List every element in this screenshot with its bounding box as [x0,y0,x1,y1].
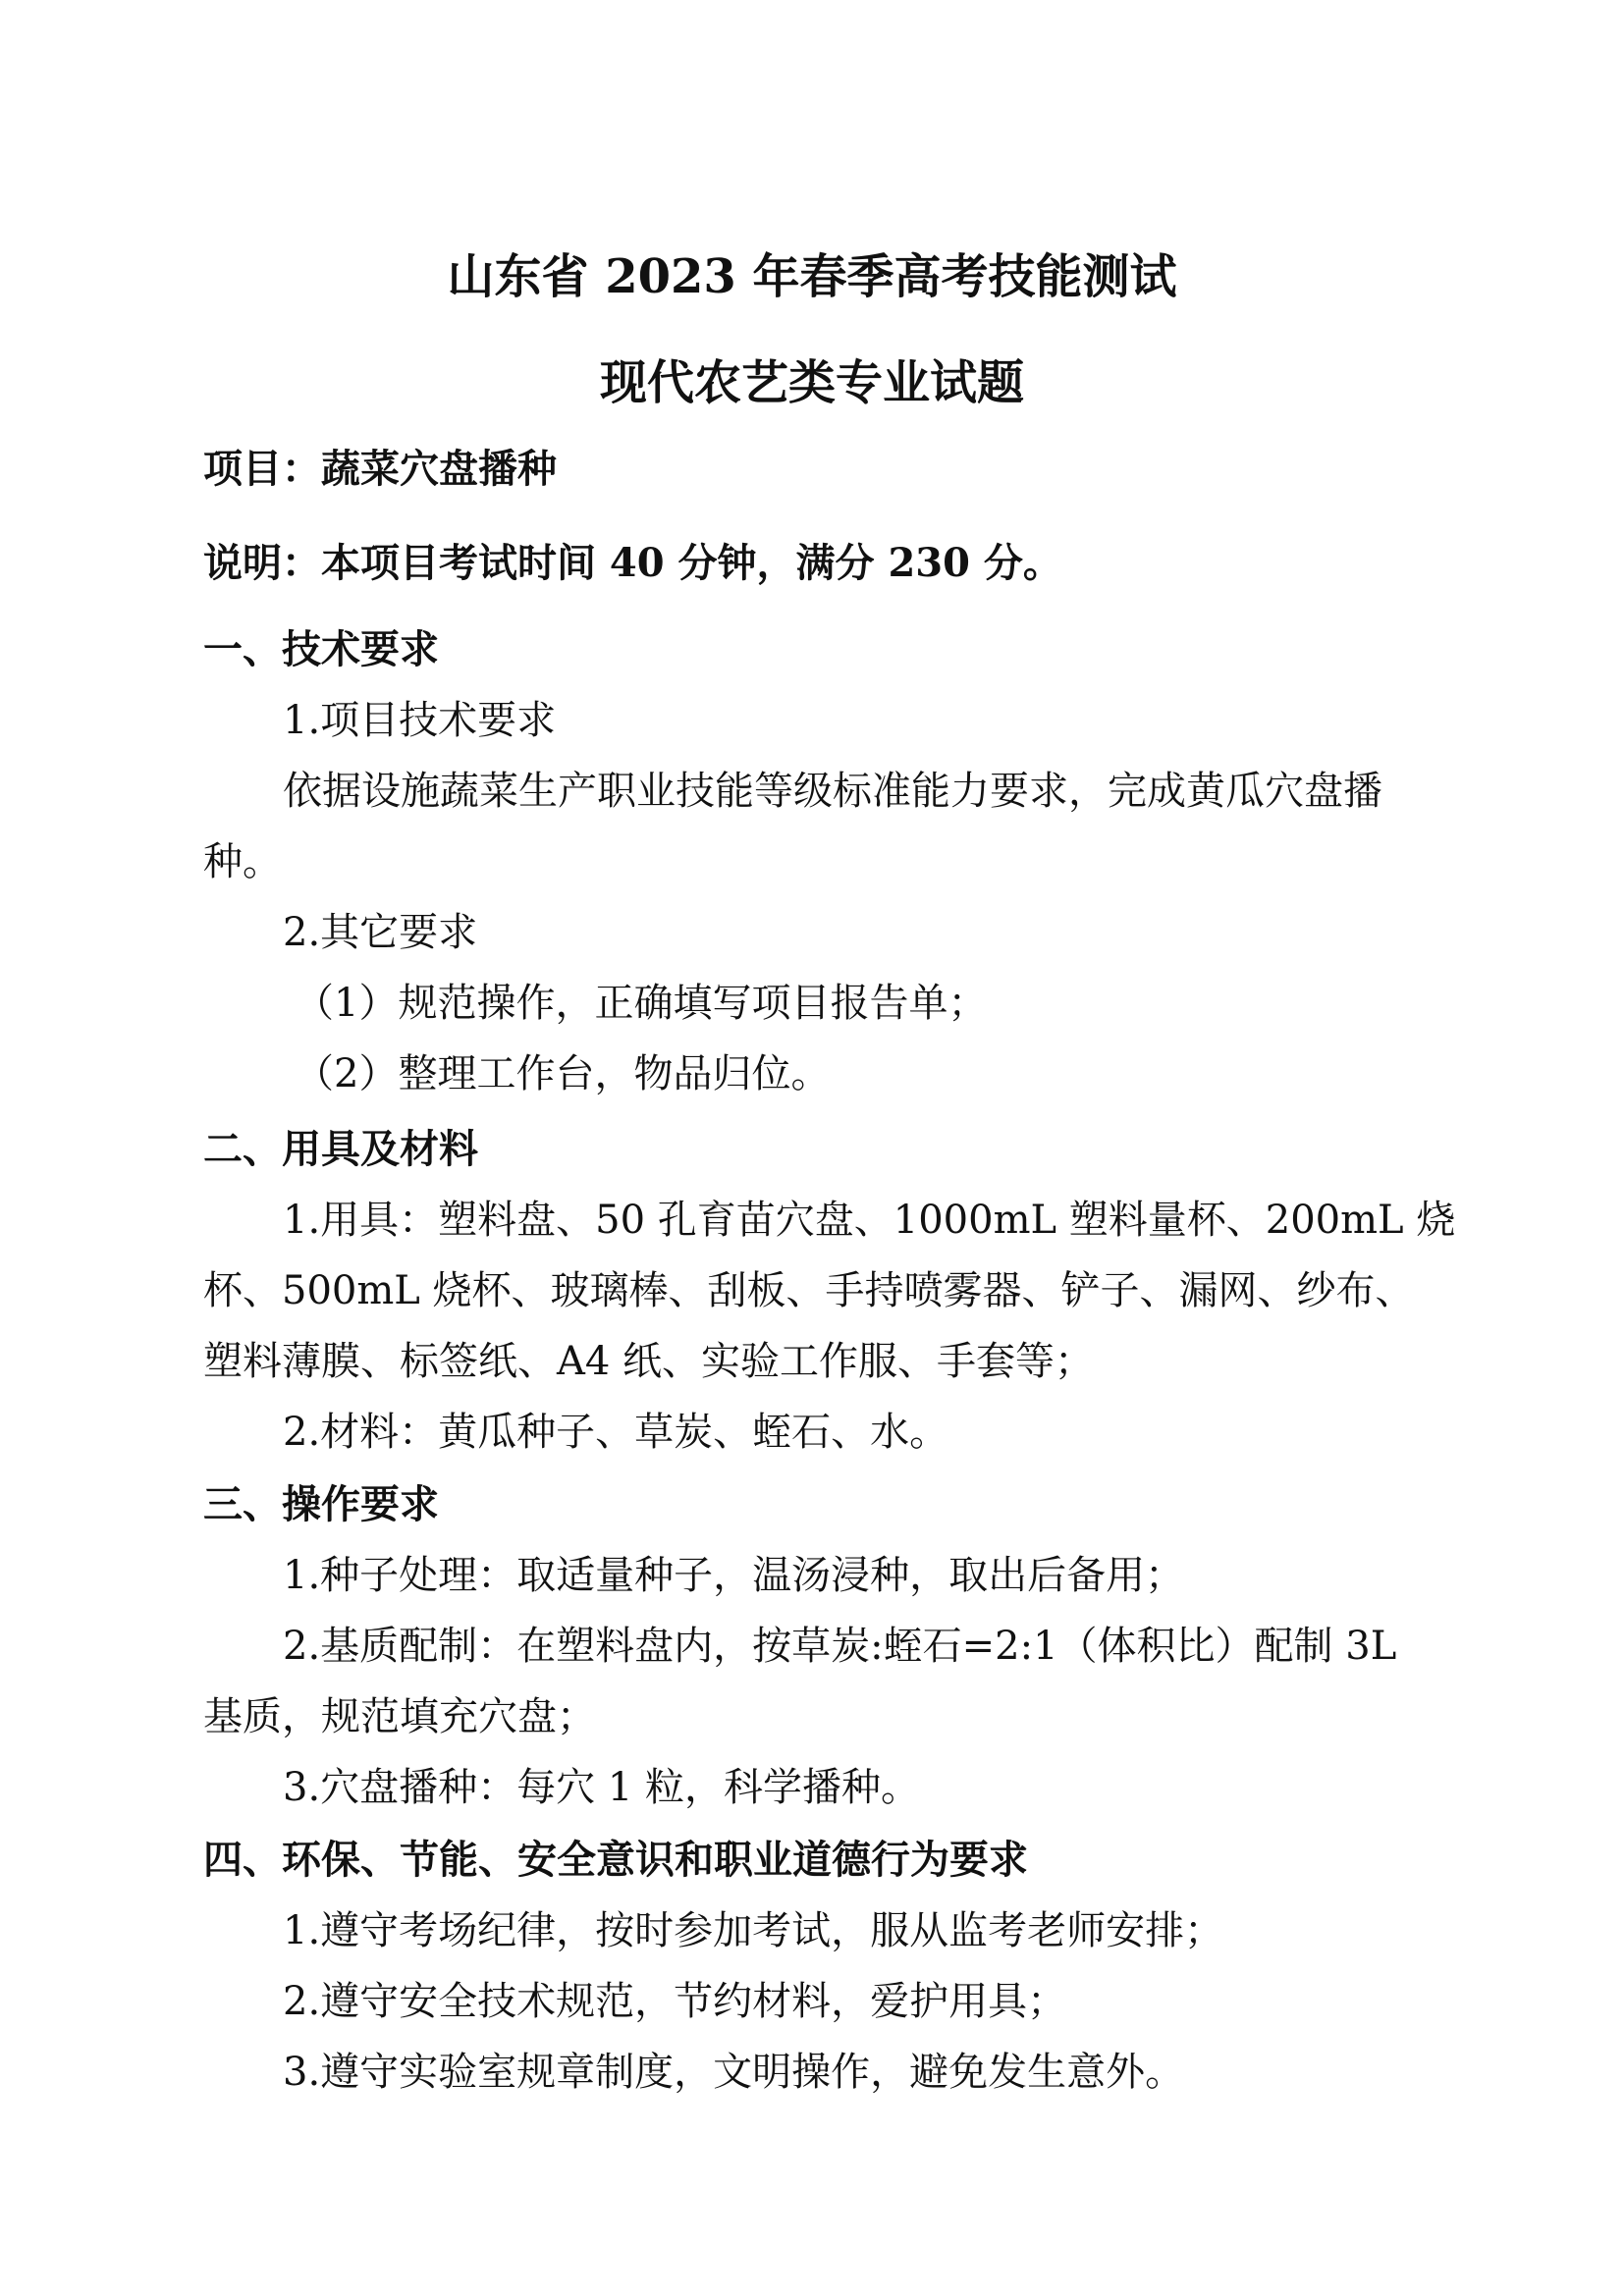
document-subtitle: 现代农艺类专业试题 [599,355,1024,410]
section-2-materials: 2.材料：黄瓜种子、草炭、蛭石、水。 [283,1410,949,1455]
section-3-step-2: 2.基质配制：在塑料盘内，按草炭:蛭石=2:1（体积比）配制 3L [283,1624,1397,1669]
document-title: 山东省 2023 年春季高考技能测试 [447,249,1177,304]
section-4-heading: 四、环保、节能、安全意识和职业道德行为要求 [203,1837,1028,1883]
section-1-item-1-text-cont: 种。 [203,839,282,884]
section-4-rule-3: 3.遵守实验室规章制度，文明操作，避免发生意外。 [283,2050,1185,2095]
section-2-heading: 二、用具及材料 [203,1126,478,1172]
section-2-tools-cont-1: 杯、500mL 烧杯、玻璃棒、刮板、手持喷雾器、铲子、漏网、纱布、 [203,1268,1415,1313]
section-3-step-1: 1.种子处理：取适量种子，温汤浸种，取出后备用； [283,1553,1185,1598]
section-1-item-2-title: 2.其它要求 [283,910,478,955]
section-1-sub-item-1: （1）规范操作，正确填写项目报告单； [295,981,988,1026]
section-1-sub-item-2: （2）整理工作台，物品归位。 [295,1051,831,1096]
section-2-tools: 1.用具：塑料盘、50 孔育苗穴盘、1000mL 塑料量杯、200mL 烧 [283,1198,1456,1243]
section-1-item-1-text: 依据设施蔬菜生产职业技能等级标准能力要求，完成黄瓜穴盘播 [283,769,1382,814]
section-3-step-3: 3.穴盘播种：每穴 1 粒，科学播种。 [283,1765,921,1810]
section-2-tools-cont-2: 塑料薄膜、标签纸、A4 纸、实验工作服、手套等； [203,1339,1095,1384]
section-1-item-1-title: 1.项目技术要求 [283,698,557,743]
section-4-rule-1: 1.遵守考场纪律，按时参加考试，服从监考老师安排； [283,1908,1224,1953]
project-line: 项目：蔬菜穴盘播种 [203,446,557,492]
description-line: 说明：本项目考试时间 40 分钟，满分 230 分。 [203,540,1062,586]
section-3-step-2-cont: 基质，规范填充穴盘； [203,1694,596,1739]
section-3-heading: 三、操作要求 [203,1481,439,1527]
section-4-rule-2: 2.遵守安全技术规范，节约材料，爱护用具； [283,1979,1067,2024]
section-1-heading: 一、技术要求 [203,626,439,672]
